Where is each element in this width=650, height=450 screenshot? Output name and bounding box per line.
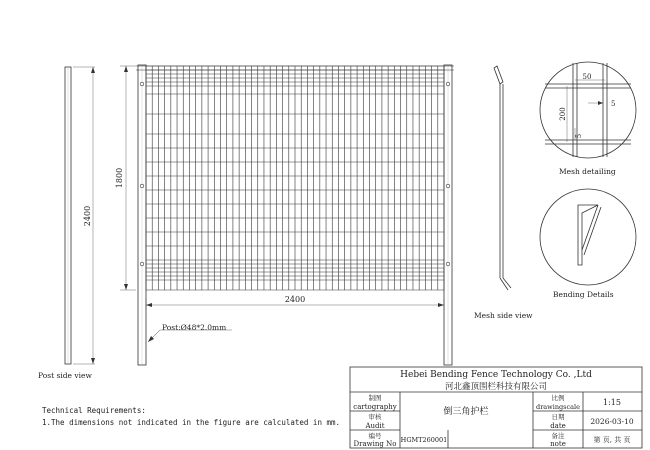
technical-requirements	[42, 406, 340, 427]
requirements-title: Technical Requirements:	[42, 406, 146, 415]
post-spec-label: Post:Ø48*2.0mm	[162, 323, 227, 332]
scale-value: 1:15	[603, 398, 621, 407]
detail-gap-right: 5	[611, 100, 616, 108]
requirements-item-1: 1.The dimensions not indicated in the figure are calculated in mm.	[42, 418, 341, 427]
company-name-en: Hebei Bending Fence Technology Co. ,Ltd	[400, 370, 592, 380]
audit-label-cn: 审核	[368, 413, 382, 421]
audit-label-en: Audit	[365, 422, 385, 430]
date-label-cn: 日期	[551, 413, 565, 421]
title-block	[350, 367, 642, 448]
panel-width-dimension: 2400	[284, 295, 306, 304]
mesh-detail-label: Mesh detailing	[559, 167, 616, 176]
panel-height-dimension: 1800	[115, 167, 124, 189]
note-label-en: note	[550, 440, 566, 448]
drawing-no-label-cn: 编号	[368, 432, 382, 440]
cartography-label-en: cartography	[353, 403, 397, 411]
post-height-dimension: 2400	[83, 205, 92, 227]
detail-gap-bottom: 5	[575, 133, 583, 139]
fence-elevation	[115, 65, 454, 365]
mesh-side-view-label: Mesh side view	[474, 311, 533, 320]
scale-label-cn: 比例	[551, 394, 565, 402]
cartography-label-cn: 制图	[368, 394, 382, 402]
drawing-no-label-en: Drawing No	[353, 440, 397, 448]
detail-height-dimension: 200	[559, 107, 567, 121]
mesh-panel	[136, 66, 454, 290]
post-side-view	[38, 67, 95, 380]
mesh-detail	[540, 62, 636, 176]
detail-width-dimension: 50	[582, 73, 592, 81]
bending-detail	[540, 189, 636, 299]
scale-label-en: drawingscale	[536, 403, 580, 411]
drawing-number: HGMT260001	[400, 436, 448, 444]
mesh-side-view	[474, 66, 533, 320]
company-name-cn: 河北鑫顶围栏科技有限公司	[444, 382, 548, 392]
note-label-cn: 备注	[551, 432, 565, 440]
product-name: 倒三角护栏	[443, 407, 489, 417]
bending-detail-label: Bending Details	[553, 290, 614, 299]
date-value: 2026-03-10	[590, 417, 634, 426]
page-info: 第 页, 共 页	[593, 436, 631, 444]
post-side-view-label: Post side view	[38, 371, 92, 380]
date-label-en: date	[550, 422, 566, 430]
